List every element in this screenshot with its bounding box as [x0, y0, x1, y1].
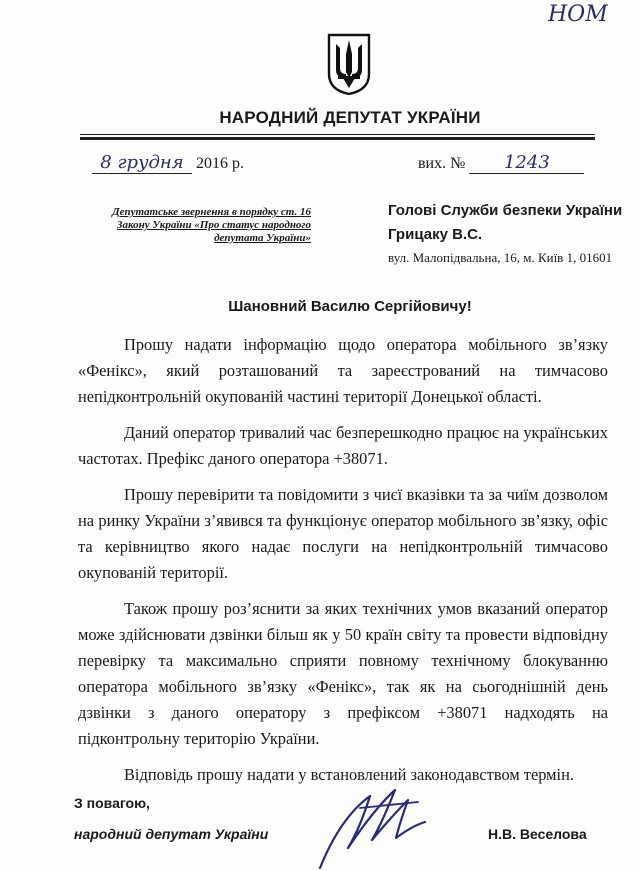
body-paragraph: Прошу надати інформацію щодо оператора мобільного зв’язку «Фенікс», який розташований та зареєстрований на тимчасово непідконтрольній окупованій частині території Донецької області.	[78, 335, 608, 406]
body-paragraph: Прошу перевірити та повідомити з чиєї вказівки та за чиїм дозволом на ринку України з’явився та функціонує оператор мобільного зв’язку, офіс та керівництво якого надає послуги на непідконтрольній тимчасово окупованій території.	[78, 485, 608, 582]
addressee-name: Грицаку В.С.	[388, 226, 483, 243]
date-field	[92, 152, 244, 174]
handwritten-date: 8 грудня	[92, 152, 192, 174]
body-paragraph: Відповідь прошу надати у встановлений законодавством термін.	[124, 765, 574, 784]
handwritten-outgoing-number: 1243	[469, 152, 584, 174]
deputy-appeal-basis-note: Депутатське звернення в порядку ст. 16 Закону України «Про статус народного депутата України»	[112, 206, 311, 244]
date-year: 2016 р.	[196, 155, 244, 172]
letterhead-rule-top	[80, 134, 595, 135]
closing-position: народний депутат України	[74, 826, 269, 842]
handwritten-signature	[300, 778, 440, 871]
letter-body	[78, 332, 608, 798]
trident-emblem-icon	[326, 32, 372, 96]
outgoing-label: вих. №	[418, 155, 466, 172]
handwritten-corner-note: НОМ	[548, 2, 608, 27]
letterhead-title: НАРОДНИЙ ДЕПУТАТ УКРАЇНИ	[219, 108, 481, 127]
outgoing-number-field	[418, 152, 584, 174]
body-paragraph: Також прошу роз’яснити за яких технічних умов вказаний оператор може здійснювати дзвінки більш як у 50 країн світу та провести відповідну перевірку та максимально сприяти повному технічному блокуванню оператора мобільного зв’язку «Фенікс», так як на сьогоднішній день дзвінки з даного оператору з префіксом +38071 надходять на підконтрольну територію України.	[78, 599, 608, 748]
addressee-address: вул. Малопідвальна, 16, м. Київ 1, 01601	[388, 250, 613, 265]
closing-regards: З повагою,	[74, 795, 150, 811]
signer-name: Н.В. Веселова	[488, 826, 587, 842]
body-paragraph: Даний оператор тривалий час безперешкодно працює на українських частотах. Префікс даного оператора +38071.	[78, 423, 608, 468]
letterhead-rule-bottom	[80, 137, 595, 140]
salutation: Шановний Василю Сергійовичу!	[228, 298, 472, 315]
addressee-position: Голові Служби безпеки України	[388, 202, 623, 219]
